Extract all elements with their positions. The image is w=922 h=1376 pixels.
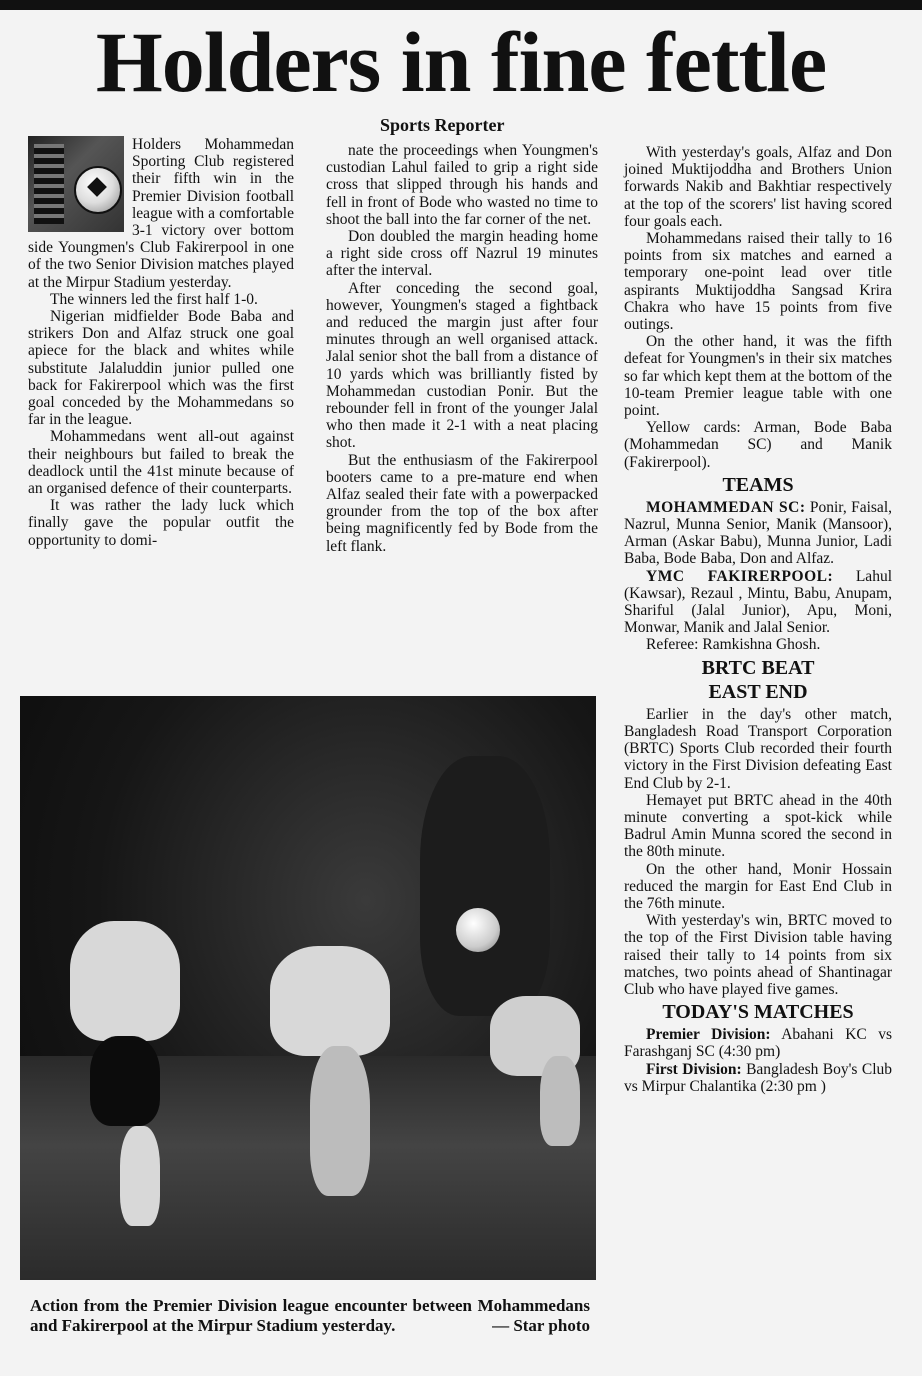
paragraph: After conceding the second goal, however, Youngmen's staged a fightback and reduced the margin just after four minutes through an well organised attack. Jalal senior shot the ball from a distance of 10 yards which was brilliantly fisted by Mohammedan custodian Ponir. But the rebounder fell in front of the younger Jalal who then made it 2-1 with a neat placing shot. <box>326 279 598 452</box>
team-lineup <box>624 568 892 637</box>
caption-text: Action from the Premier Division league encounter between Mohammedans and Fakirerpool at the Mirpur Stadium yesterday. <box>30 1296 590 1335</box>
player-shorts <box>90 1036 160 1126</box>
team-lineup <box>624 499 892 568</box>
paragraph: Earlier in the day's other match, Bangladesh Road Transport Corporation (BRTC) Sports Club recorded their fourth victory in the First Division defeating East End Club by 2-1. <box>624 705 892 792</box>
player-figure <box>420 756 550 1016</box>
photo-credit: — Star photo <box>492 1316 590 1335</box>
paragraph: Yellow cards: Arman, Bode Baba (Mohammedan SC) and Manik (Fakirerpool). <box>624 419 892 471</box>
ball-graphic <box>456 908 500 952</box>
brtc-heading-line1: BRTC BEAT <box>701 656 815 679</box>
paragraph: nate the proceedings when Youngmen's custodian Lahul failed to grip a right side cross that slipped through his hands and fell in front of Bode who wasted no time to shoot the ball into the far corner of the net. <box>326 142 598 228</box>
paragraph: The winners led the first half 1-0. <box>50 290 258 308</box>
match-division: First Division: <box>646 1060 742 1078</box>
match-listing <box>624 1026 892 1060</box>
paragraph: With yesterday's goals, Alfaz and Don joined Muktijoddha and Brothers Union forwards Nakib and Bakhtiar respectively at the top of the scorers' list having scored four goals each. <box>624 144 892 230</box>
player-leg <box>540 1056 580 1146</box>
match-photo <box>20 696 596 1280</box>
article-column-2 <box>326 142 598 555</box>
paragraph: On the other hand, it was the fifth defeat for Youngmen's in their six matches so far which kept them at the bottom of the 10-team Premier league table with one point. <box>624 333 892 420</box>
article-column-1 <box>28 136 294 549</box>
football-icon <box>28 136 124 232</box>
team-label: YMC FAKIRERPOOL: <box>646 567 834 585</box>
paragraph: Nigerian midfielder Bode Baba and strikers Don and Alfaz struck one goal apiece for the black and whites while substitute Jalaluddin junior pulled one back for Fakirerpool which was the first goal conceded by the Mohammedans so far in the league. <box>28 308 294 429</box>
brtc-heading-line2: EAST END <box>708 680 808 703</box>
player-leg <box>120 1126 160 1226</box>
teams-heading: TEAMS <box>722 473 794 496</box>
paragraph: Mohammedans went all-out against their neighbours but failed to break the deadlock until the 41st minute because of an organised defence of their counterparts. <box>28 428 294 498</box>
todays-matches-heading: TODAY'S MATCHES <box>662 1001 854 1024</box>
team-players: Ponir, Faisal, Nazrul, Munna Senior, Manik (Mansoor), Arman (Askar Babu), Munna Junior, Ladi Baba, Bode Baba, Don and Alfaz. <box>624 498 892 568</box>
player-figure <box>70 921 180 1041</box>
team-players: Lahul (Kawsar), Rezaul , Mintu, Babu, Anupam, Shariful (Jalal Junior), Apu, Moni, Monwar, Manik and Jalal Senior. <box>624 567 892 637</box>
match-fixture: Abahani KC vs Farashganj SC (4:30 pm) <box>624 1026 892 1061</box>
team-label: MOHAMMEDAN SC: <box>646 498 806 516</box>
photo-caption <box>30 1296 590 1336</box>
paragraph: Holders Mohammedan Sporting Club registered their fifth win in the Premier Division football league with a comfortable 3-1 victory over bottom side Youngmen's Club Fakirerpool in one of the two Senior Division matches played at the Mirpur Stadium yesterday. <box>28 136 294 291</box>
match-fixture: Bangladesh Boy's Club vs Mirpur Chalantika (2:30 pm ) <box>624 1060 893 1095</box>
paragraph: Don doubled the margin heading home a right side cross off Nazrul 19 minutes after the interval. <box>326 228 598 280</box>
paragraph: With yesterday's win, BRTC moved to the top of the First Division table having raised their tally to 14 points from six matches, two points ahead of Shantinagar Club who have played five games. <box>624 912 892 998</box>
ball-graphic <box>74 166 122 214</box>
paragraph: But the enthusiasm of the Fakirerpool booters came to a pre-mature end when Alfaz sealed their fate with a powerpacked grounder from the top of the box after being magnificently fed by Bode from the left flank. <box>326 451 598 555</box>
player-figure <box>270 946 390 1056</box>
player-leg <box>310 1046 370 1196</box>
paragraph: It was rather the lady luck which finally gave the popular outfit the opportunity to domi- <box>28 497 294 549</box>
match-listing <box>624 1061 892 1095</box>
article-column-3 <box>624 144 892 1095</box>
paragraph: Hemayet put BRTC ahead in the 40th minute converting a spot-kick while Badrul Amin Munna scored the second in the 80th minute. <box>624 791 892 861</box>
match-division: Premier Division: <box>646 1026 771 1044</box>
paragraph: On the other hand, Monir Hossain reduced the margin for East End Club in the 76th minute. <box>624 860 892 912</box>
net-strip <box>34 144 64 224</box>
paragraph: Mohammedans raised their tally to 16 points from six matches and earned a temporary one-point lead over title aspirants Muktijoddha Sangsad Krira Chakra who have 15 points from five outings. <box>624 230 892 334</box>
byline: Sports Reporter <box>380 115 505 135</box>
headline: Holders in fine fettle <box>95 14 827 110</box>
referee-line: Referee: Ramkishna Ghosh. <box>646 636 821 654</box>
top-rule <box>0 0 922 10</box>
